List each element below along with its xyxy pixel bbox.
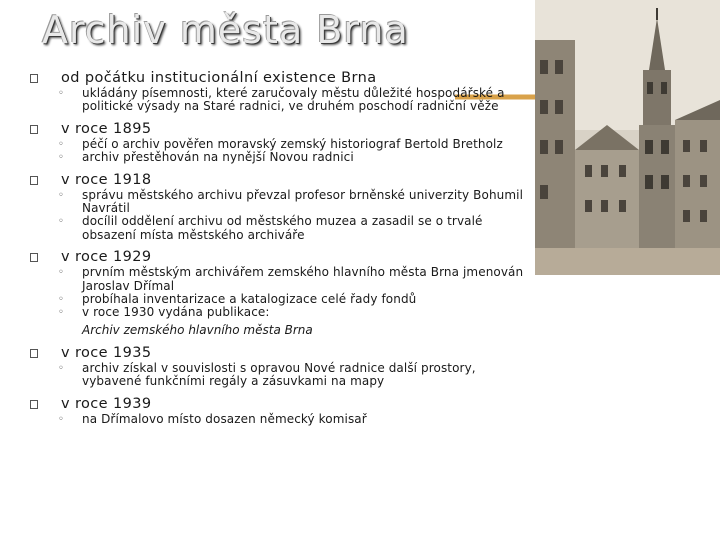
city-hall-tower-engraving <box>535 0 720 275</box>
list-item: ◦ archiv přestěhován na nynější Novou radnici <box>58 150 354 165</box>
section-heading: od počátku institucionální existence Brna <box>30 70 535 87</box>
list-item: ◦ ukládány písemnosti, které zaručovaly městu důležité hospodářské a politické výsady na Staré radnici, ve druhém poschodí radniční věže <box>58 86 505 114</box>
circle-bullet-icon: ◦ <box>58 189 64 201</box>
circle-bullet-icon: ◦ <box>58 88 64 99</box>
circle-bullet-icon: ◦ <box>58 138 64 150</box>
circle-bullet-icon: ◦ <box>58 307 64 319</box>
checkbox-bullet-icon <box>30 400 38 409</box>
page-title: Archiv města Brna <box>42 8 409 52</box>
circle-bullet-icon: ◦ <box>58 294 64 306</box>
checkbox-bullet-icon <box>30 253 38 262</box>
content-list <box>30 70 535 426</box>
section-heading: v roce 1929 <box>30 249 535 266</box>
checkbox-bullet-icon <box>30 125 38 134</box>
section-heading: v roce 1935 <box>30 345 535 362</box>
circle-bullet-icon: ◦ <box>58 267 64 279</box>
circle-bullet-icon: ◦ <box>58 362 64 374</box>
list-item: ◦ v roce 1930 vydána publikace: <box>58 305 270 320</box>
section-heading: v roce 1918 <box>30 172 535 189</box>
circle-bullet-icon: ◦ <box>58 216 64 228</box>
list-item: ◦ archiv získal v souvislosti s opravou Nové radnice další prostory, vybavené funkčními regály a zásuvkami na mapy <box>58 360 476 389</box>
checkbox-bullet-icon <box>30 176 38 185</box>
checkbox-bullet-icon <box>30 74 38 83</box>
circle-bullet-icon: ◦ <box>58 413 64 425</box>
list-item: ◦ docílil oddělení archivu od městského muzea a zasadil se o trvalé obsazení místa městského archiváře <box>58 214 483 242</box>
publication-title: Archiv zemského hlavního města Brna <box>82 322 313 337</box>
list-item: ◦ na Dřímalovo místo dosazen německý komisař <box>58 411 367 426</box>
section-heading: v roce 1895 <box>30 121 535 138</box>
list-item: ◦ správu městského archivu převzal profesor brněnské univerzity Bohumil Navrátil <box>58 187 524 216</box>
list-item: ◦ prvním městským archivářem zemského hlavního města Brna jmenován Jaroslav Dřímal <box>58 265 524 293</box>
circle-bullet-icon: ◦ <box>58 152 64 164</box>
checkbox-bullet-icon <box>30 349 38 358</box>
section-heading: v roce 1939 <box>30 396 535 413</box>
list-item: ◦ probíhala inventarizace a katalogizace celé řady fondů <box>58 292 417 307</box>
list-item: ◦ péčí o archiv pověřen moravský zemský historiograf Bertold Bretholz <box>58 136 503 151</box>
